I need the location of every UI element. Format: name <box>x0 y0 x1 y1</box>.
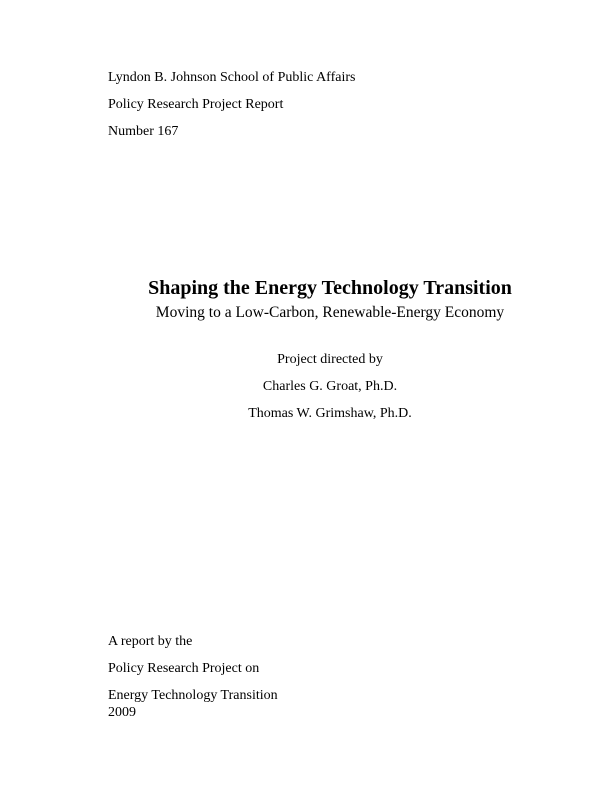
footer-block <box>108 635 552 720</box>
title-block <box>108 278 552 321</box>
director-name-2: Thomas W. Grimshaw, Ph.D. <box>248 406 412 421</box>
page-subtitle: Moving to a Low-Carbon, Renewable-Energy Economy <box>155 304 505 321</box>
report-series: Policy Research Project Report <box>108 97 284 112</box>
director-name-1: Charles G. Groat, Ph.D. <box>262 379 398 394</box>
footer-line-2: Policy Research Project on <box>108 661 260 676</box>
page-title: Shaping the Energy Technology Transition <box>148 277 512 299</box>
footer-line-3: Energy Technology Transition <box>108 688 278 703</box>
report-number: Number 167 <box>108 124 179 139</box>
header-block <box>108 71 552 152</box>
institution-name: Lyndon B. Johnson School of Public Affairs <box>108 70 356 85</box>
directors-block <box>108 353 552 434</box>
footer-line-1: A report by the <box>108 634 193 649</box>
directed-by-lead-in: Project directed by <box>277 352 383 367</box>
publication-year: 2009 <box>108 705 136 720</box>
